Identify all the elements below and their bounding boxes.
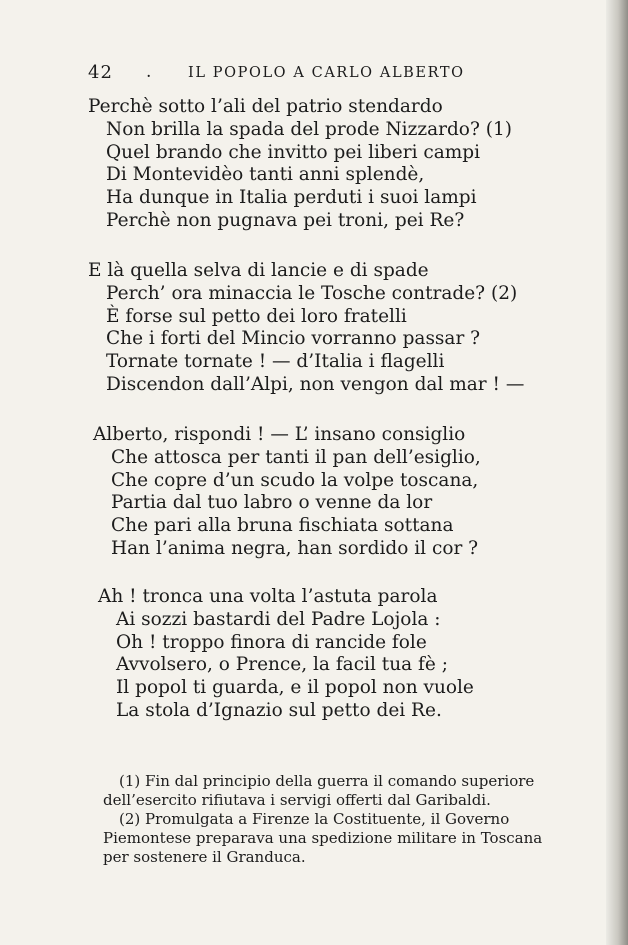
page-number: 42 [88,62,113,83]
stanza-3 [93,424,481,561]
verse-line: Che pari alla bruna fischiata sottana [111,515,454,537]
header-dot: . [146,62,152,82]
verse-line: Ha dunque in Italia perduti i suoi lampi [106,187,477,209]
verse-line: Perchè sotto l’ali del patrio stendardo [88,96,443,117]
stanza-2 [88,260,524,397]
verse-line: Partia dal tuo labro o venne da lor [111,492,433,514]
verse-line: Alberto, rispondi ! — L’ insano consiglio [93,424,466,445]
verse-line: Perch’ ora minaccia le Tosche contrade? (2) [106,282,518,304]
verse-line: Avvolsero, o Prence, la facil tua fè ; [116,654,448,676]
verse-line: Che attosca per tanti il pan dell’esiglio, [111,446,481,468]
verse-line: Discendon dall’Alpi, non vengon dal mar ! — [106,373,525,395]
verse-line: Oh ! troppo finora di rancide fole [116,631,427,653]
footnote-line: (2) Promulgata a Firenze la Costituente, il Governo [119,810,510,828]
verse-line: E là quella selva di lancie e di spade [88,260,429,281]
verse-line: Ai sozzi bastardi del Padre Lojola : [116,608,441,630]
footnote-line: per sostenere il Granduca. [103,848,306,866]
verse-line: Il popol ti guarda, e il popol non vuole [116,677,474,699]
verse-line: Ah ! tronca una volta l’astuta parola [98,586,438,607]
verse-line: Non brilla la spada del prode Nizzardo? (1) [106,118,512,140]
verse-line: Han l’anima negra, han sordido il cor ? [111,537,479,559]
footnote-line: (1) Fin dal principio della guerra il comando superiore [119,772,535,790]
running-title: IL POPOLO A CARLO ALBERTO [188,65,465,81]
verse-line: La stola d’Ignazio sul petto dei Re. [116,699,442,721]
verse-line: È forse sul petto dei loro fratelli [106,305,407,327]
stanza-1 [88,96,512,233]
verse-line: Perchè non pugnava pei troni, pei Re? [106,209,465,231]
verse-line: Di Montevidèo tanti anni splendè, [106,164,425,186]
verse-line: Che copre d’un scudo la volpe toscana, [111,469,479,491]
verse-line: Tornate tornate ! — d’Italia i flagelli [106,351,445,373]
page-edge-shadow [606,0,628,945]
footnote-line: Piemontese preparava una spedizione militare in Toscana [103,829,543,847]
verse-line: Quel brando che invitto pei liberi campi [106,141,481,163]
footnote-line: dell’esercito rifiutava i servigi offerti dal Garibaldi. [103,791,491,809]
footnotes [103,772,553,867]
verse-line: Che i forti del Mincio vorranno passar ? [106,328,481,350]
stanza-4 [98,586,474,723]
